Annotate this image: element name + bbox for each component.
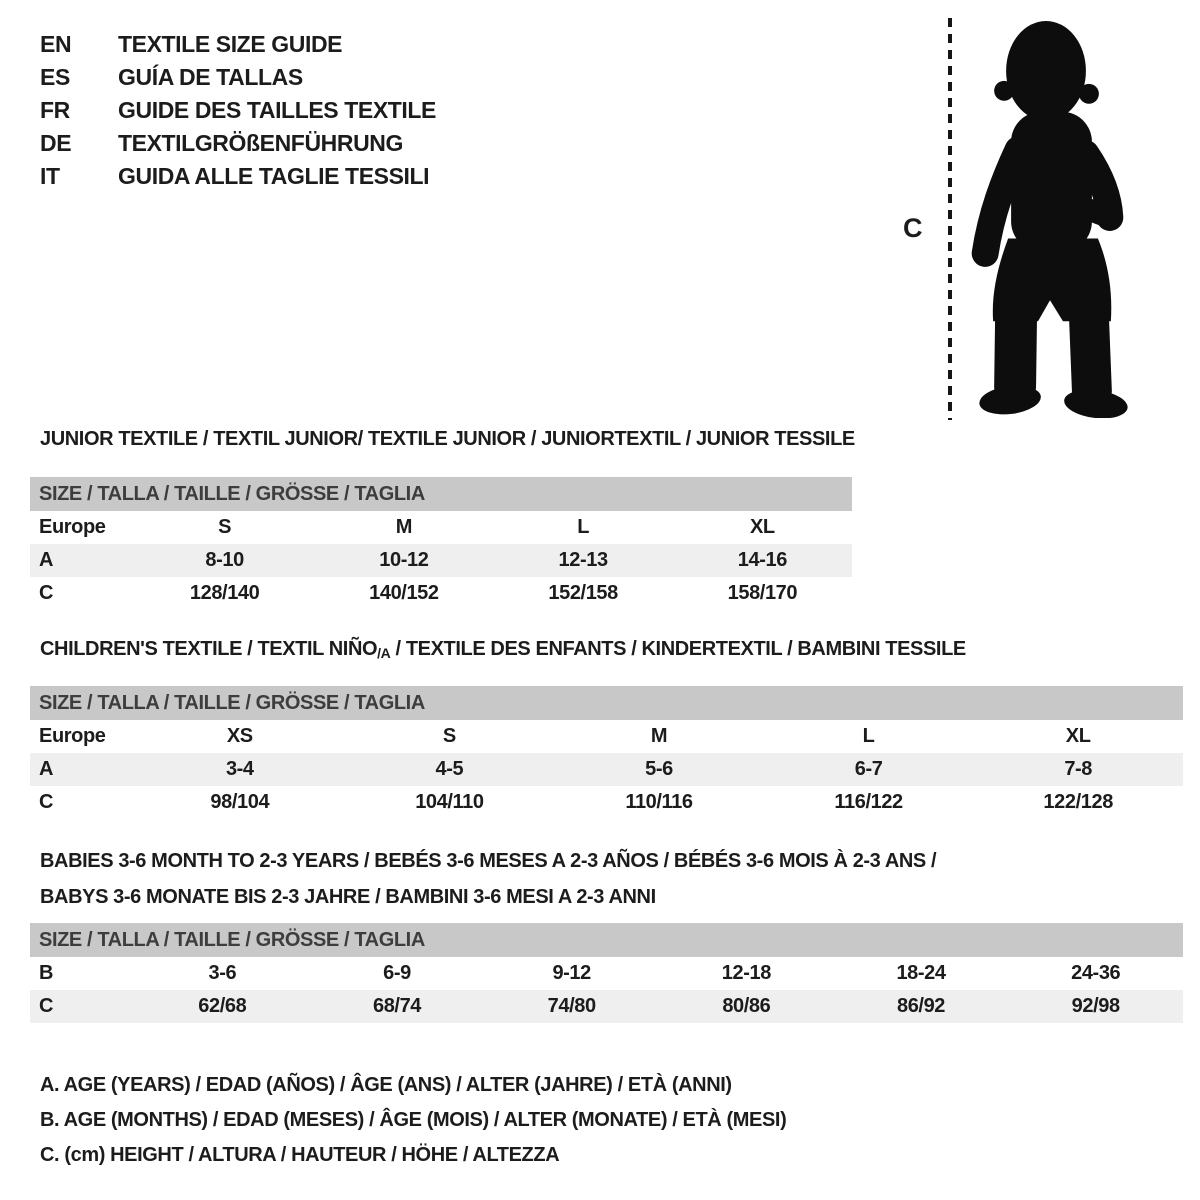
language-row	[40, 61, 436, 94]
size-cell: S	[442, 725, 456, 747]
toddler-silhouette-icon	[958, 14, 1144, 418]
age-cell: 4-5	[435, 758, 464, 780]
size-cell: M	[395, 516, 412, 538]
height-cell: 122/128	[1043, 791, 1113, 813]
row-label: B	[39, 962, 54, 984]
age-cell: 12-13	[558, 549, 608, 571]
row-label: A	[39, 549, 54, 571]
row-label: C	[39, 582, 54, 604]
size-cell: L	[577, 516, 590, 538]
height-cell: 92/98	[1071, 995, 1120, 1017]
age-cell: 10-12	[379, 549, 429, 571]
age-cell: 7-8	[1064, 758, 1093, 780]
table-row-europe	[30, 511, 852, 544]
table-row-europe	[30, 720, 1183, 753]
table-row-age	[30, 753, 1183, 786]
height-cell: 98/104	[210, 791, 270, 813]
language-row	[40, 94, 436, 127]
language-code: DE	[40, 130, 72, 156]
table-row-age	[30, 544, 852, 577]
children-title-pre: CHILDREN'S TEXTILE / TEXTIL NIÑO	[40, 638, 378, 660]
height-cell: 74/80	[547, 995, 596, 1017]
age-cell: 14-16	[737, 549, 787, 571]
height-cell: 128/140	[189, 582, 260, 604]
language-title: TEXTILE SIZE GUIDE	[118, 31, 343, 57]
language-row	[40, 28, 436, 61]
size-header-band: SIZE / TALLA / TAILLE / GRÖSSE / TAGLIA	[30, 686, 1183, 720]
children-section-title	[40, 638, 966, 661]
months-cell: 24-36	[1071, 962, 1121, 984]
age-cell: 5-6	[645, 758, 673, 780]
size-cell: L	[862, 725, 875, 747]
height-cell: 158/170	[727, 582, 798, 604]
language-guide-list	[40, 28, 436, 193]
legend-line-c: C. (cm) HEIGHT / ALTURA / HAUTEUR / HÖHE / ALTEZZA	[40, 1144, 560, 1166]
children-size-table	[30, 686, 1183, 819]
table-row-height	[30, 990, 1183, 1023]
table-row-height	[30, 786, 1183, 819]
size-header-band: SIZE / TALLA / TAILLE / GRÖSSE / TAGLIA	[30, 477, 852, 511]
legend-line-b: B. AGE (MONTHS) / EDAD (MESES) / ÂGE (MOIS) / ALTER (MONATE) / ETÀ (MESI)	[40, 1109, 787, 1131]
size-cell: XL	[1065, 725, 1091, 747]
size-cell: S	[218, 516, 232, 538]
language-title: GUIDA ALLE TAGLIE TESSILI	[118, 163, 430, 189]
row-label: C	[39, 791, 54, 813]
language-code: EN	[40, 31, 72, 57]
language-title: TEXTILGRÖßENFÜHRUNG	[118, 130, 403, 156]
age-cell: 3-4	[225, 758, 254, 780]
children-title-sub: /A	[377, 645, 391, 661]
height-cell: 86/92	[896, 995, 946, 1017]
junior-section-title: JUNIOR TEXTILE / TEXTIL JUNIOR/ TEXTILE JUNIOR / JUNIORTEXTIL / JUNIOR TESSILE	[40, 428, 855, 450]
months-cell: 3-6	[208, 962, 237, 984]
language-code: IT	[40, 163, 60, 189]
language-row	[40, 127, 436, 160]
size-cell: M	[650, 725, 668, 747]
height-dashed-line	[948, 18, 952, 420]
height-cell: 104/110	[415, 791, 484, 813]
row-label: Europe	[39, 725, 106, 747]
children-title-post: / TEXTILE DES ENFANTS / KINDERTEXTIL / BAMBINI TESSILE	[390, 638, 966, 660]
language-title: GUÍA DE TALLAS	[118, 64, 303, 90]
height-cell: 110/116	[625, 791, 693, 813]
height-cell: 116/122	[834, 791, 903, 813]
language-title: GUIDE DES TAILLES TEXTILE	[118, 97, 436, 123]
height-cell: 68/74	[372, 995, 422, 1017]
babies-section-title	[40, 843, 936, 915]
months-cell: 9-12	[552, 962, 591, 984]
height-cell: 140/152	[369, 582, 439, 604]
language-code: FR	[40, 97, 70, 123]
months-cell: 12-18	[721, 962, 771, 984]
size-cell: XS	[226, 725, 253, 747]
age-cell: 8-10	[205, 549, 244, 571]
height-cell: 62/68	[198, 995, 247, 1017]
babies-title-line2: BABYS 3-6 MONATE BIS 2-3 JAHRE / BAMBINI 3-6 MESI A 2-3 ANNI	[40, 886, 656, 908]
row-label: C	[39, 995, 54, 1017]
language-code: ES	[40, 64, 70, 90]
height-cell: 152/158	[548, 582, 618, 604]
babies-title-line1: BABIES 3-6 MONTH TO 2-3 YEARS / BEBÉS 3-6 MESES A 2-3 AÑOS / BÉBÉS 3-6 MOIS À 2-3 ANS /	[40, 850, 937, 872]
row-label: A	[39, 758, 54, 780]
language-row	[40, 160, 436, 193]
junior-size-table	[30, 477, 852, 610]
size-header-band: SIZE / TALLA / TAILLE / GRÖSSE / TAGLIA	[30, 923, 1183, 957]
table-row-months	[30, 957, 1183, 990]
measurement-legend	[40, 1068, 786, 1173]
table-row-height	[30, 577, 852, 610]
height-cell: 80/86	[722, 995, 771, 1017]
babies-size-table	[30, 923, 1183, 1023]
row-label: Europe	[39, 516, 106, 538]
size-cell: XL	[749, 516, 775, 538]
legend-line-a: A. AGE (YEARS) / EDAD (AÑOS) / ÂGE (ANS) / ALTER (JAHRE) / ETÀ (ANNI)	[40, 1074, 732, 1096]
months-cell: 6-9	[383, 962, 411, 984]
age-cell: 6-7	[854, 758, 883, 780]
months-cell: 18-24	[896, 962, 946, 984]
height-measure-label: C	[903, 213, 923, 243]
